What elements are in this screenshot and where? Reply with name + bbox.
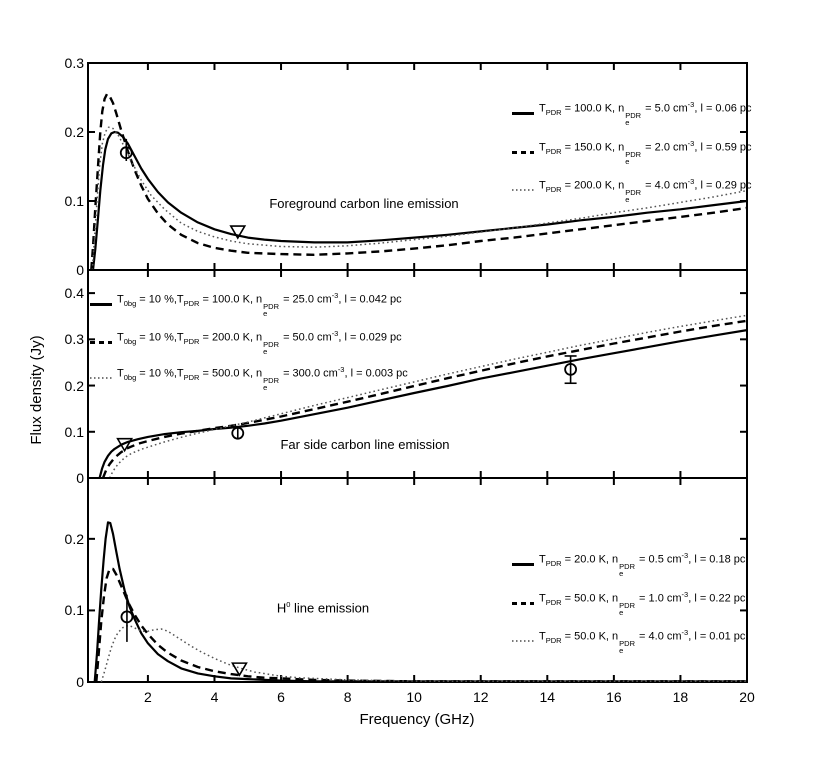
legend-label: $T_{PDR} = 200.0$ K, n PDR e = 4.0 $cm^{-3}$, l = 0.29 pc: [539, 177, 752, 204]
legend-line-sample-solid: [90, 303, 112, 306]
legend-label: $T_{PDR} = 50.0$ K, n PDR e = 1.0 $cm^{-3}$, l = 0.22 pc: [539, 590, 746, 617]
y-tick-label: 0: [76, 470, 84, 486]
sub-sup-stack: PDR e: [619, 561, 635, 578]
x-tick-label: 20: [739, 689, 755, 705]
legend-label: $T_{PDR} = 50.0$ K, n PDR e = 4.0 $cm^{-3}$, l = 0.01 pc: [539, 628, 746, 655]
y-tick-label: 0.3: [64, 55, 84, 71]
legend-label: $T_{0bg} = 10$ $\%,T_{PDR} = 200.0$ K, n PDR e = 50.0 $cm^{-3}$, l = 0.029 pc: [117, 329, 402, 356]
x-tick-label: 18: [672, 689, 689, 705]
legend-line-sample-solid: [512, 563, 534, 566]
x-tick-label: 6: [277, 689, 285, 705]
sub-sup-stack: PDR e: [263, 375, 280, 392]
x-tick-label: 16: [606, 689, 622, 705]
legend-entry-middle-dotted: [90, 365, 408, 392]
legend-entry-middle-dashed: [90, 329, 402, 356]
legend-entry-bottom-dashed: [512, 590, 746, 617]
legend-line-sample-solid: [512, 112, 534, 115]
panel-title-far-side-carbon: Far side carbon line emission: [280, 437, 450, 452]
legend-entry-bottom-dotted: [512, 628, 746, 655]
x-tick-label: 12: [472, 689, 489, 705]
legend-line-sample-dotted: [512, 189, 534, 191]
legend-label: $T_{PDR} = 100.0$ K, n PDR e = 5.0 $cm^{-3}$, l = 0.06 pc: [539, 100, 752, 127]
y-tick-label: 0: [76, 262, 84, 278]
sub-sup-stack: PDR e: [619, 600, 635, 617]
sub-sup-stack: PDR e: [625, 149, 642, 166]
legend-label: $T_{0bg} = 10$ $\%,T_{PDR} = 500.0$ K, n PDR e = 300.0 $cm^{-3}$, l = 0.003 pc: [117, 365, 408, 392]
x-tick-label: 14: [539, 689, 556, 705]
y-tick-label: 0.3: [64, 331, 84, 348]
x-tick-label: 8: [343, 689, 352, 705]
legend-line-sample-dashed: [512, 151, 534, 154]
sub-sup-stack: PDR e: [625, 110, 642, 127]
y-axis-label: Flux density (Jy): [28, 335, 45, 445]
legend-label: $T_{PDR} = 20.0$ K, n PDR e = 0.5 $cm^{-3}$, l = 0.18 pc: [539, 551, 746, 578]
legend-line-sample-dashed: [90, 341, 112, 344]
x-tick-label: 10: [406, 689, 422, 705]
sub-sup-stack: PDR e: [619, 638, 635, 655]
legend-label: $T_{PDR} = 150.0$ K, n PDR e = 2.0 $cm^{-3}$, l = 0.59 pc: [539, 139, 752, 166]
panel-title-h0-line: $H^0$ line emission: [276, 600, 370, 616]
y-tick-label: 0.4: [64, 285, 84, 302]
legend-line-sample-dashed: [512, 602, 534, 605]
x-tick-label: 2: [144, 689, 152, 705]
x-axis-label: Frequency (GHz): [359, 711, 475, 728]
curve-bottom-dashed: [96, 569, 747, 682]
x-tick-label: 4: [210, 689, 219, 705]
y-tick-label: 0.1: [64, 193, 84, 209]
legend-entry-top-solid: [512, 100, 752, 127]
y-tick-label: 0.2: [64, 377, 84, 394]
obs-upper-limit-triangle: [232, 663, 246, 675]
sub-sup-stack: PDR e: [263, 339, 280, 356]
panel-title-foreground-carbon: Foreground carbon line emission: [269, 196, 459, 211]
panel-border-top: [88, 63, 747, 270]
legend-entry-bottom-solid: [512, 551, 746, 578]
y-tick-label: 0.2: [64, 530, 84, 547]
y-tick-label: 0.2: [64, 124, 84, 140]
legend-line-sample-dotted: [512, 640, 534, 642]
legend-label: $T_{0bg} = 10$ $\%,T_{PDR} = 100.0$ K, n PDR e = 25.0 $cm^{-3}$, l = 0.042 pc: [117, 291, 402, 318]
y-tick-label: 0: [76, 674, 84, 690]
legend-line-sample-dotted: [90, 377, 112, 379]
legend-entry-top-dotted: [512, 177, 752, 204]
legend-entry-top-dashed: [512, 139, 752, 166]
y-tick-label: 0.1: [64, 602, 84, 619]
legend-entry-middle-solid: [90, 291, 402, 318]
y-tick-label: 0.1: [64, 423, 84, 440]
sub-sup-stack: PDR e: [625, 187, 642, 204]
sub-sup-stack: PDR e: [263, 301, 280, 318]
